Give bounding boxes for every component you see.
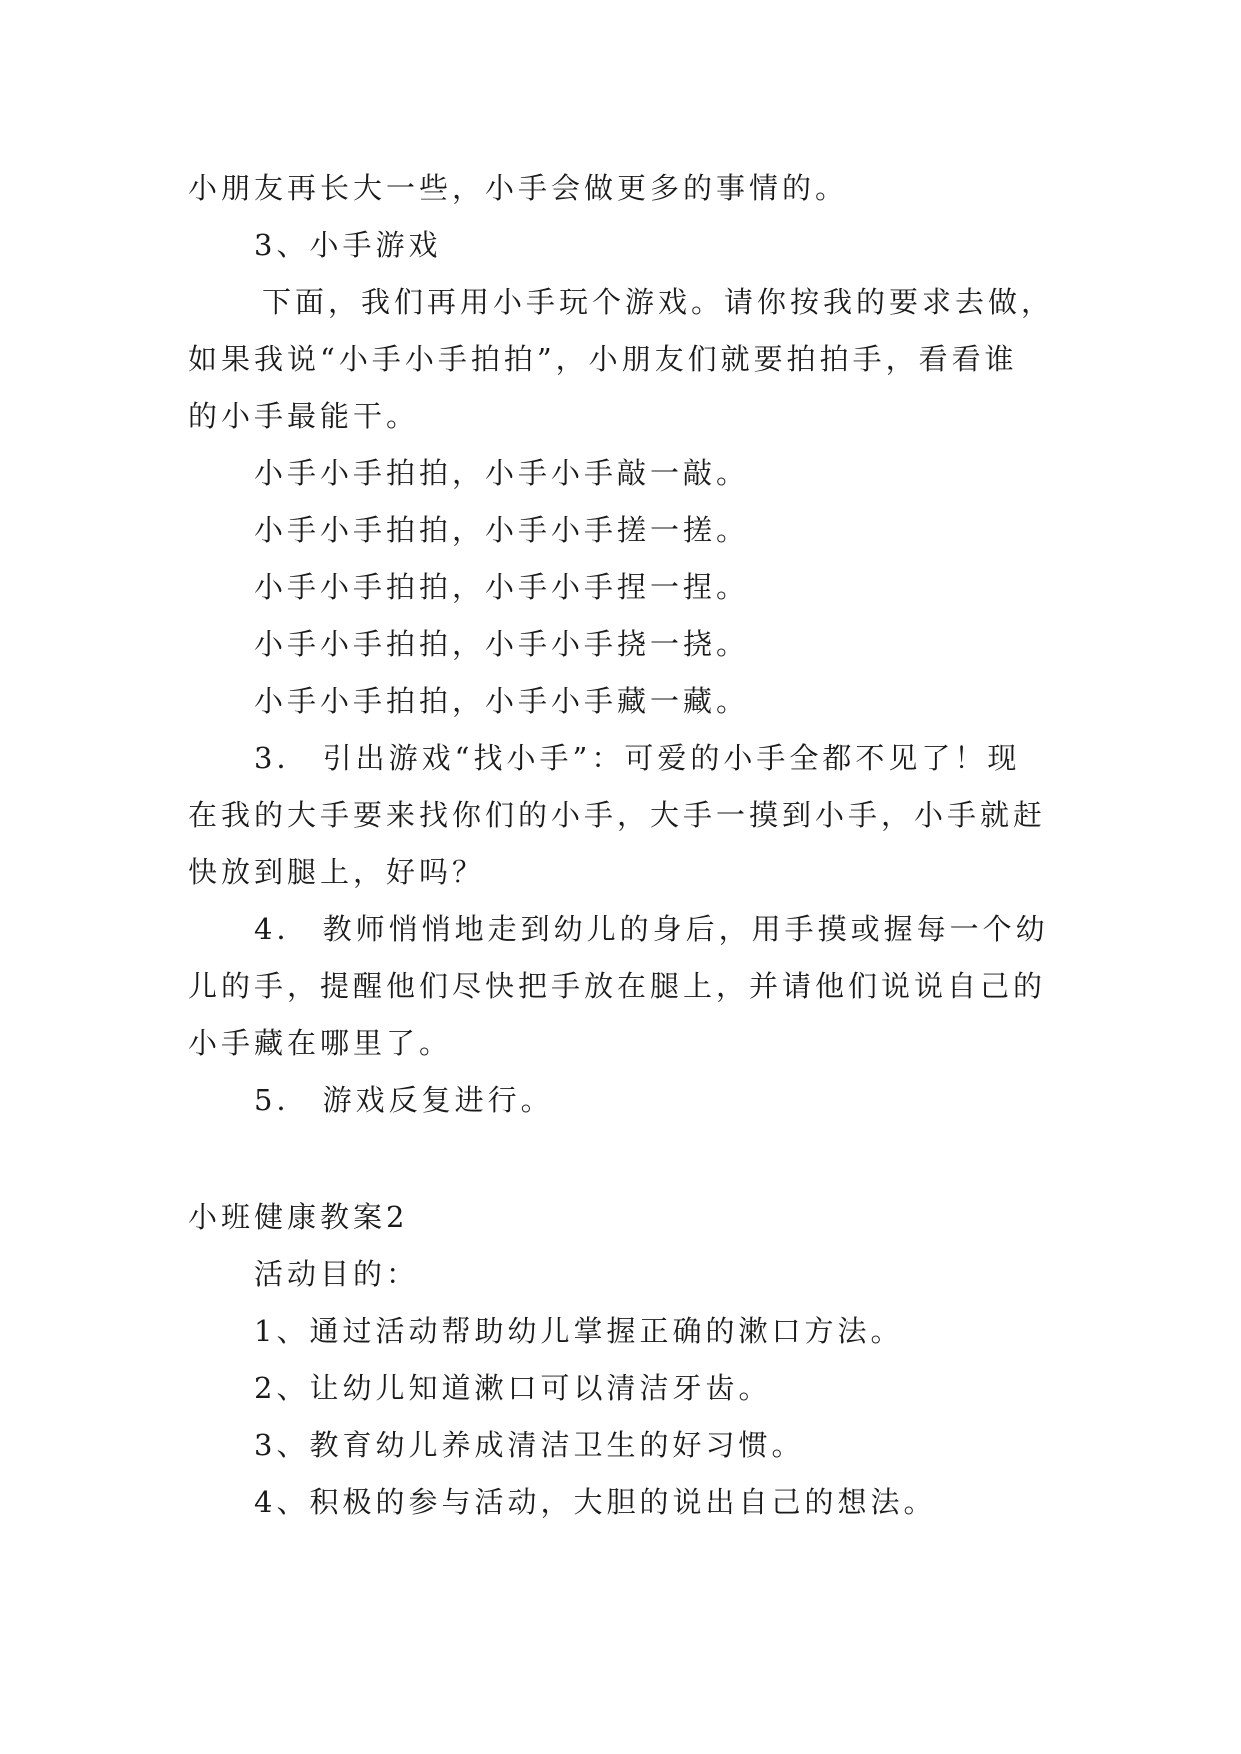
- chant-line: 小手小手拍拍，小手小手敲一敲。: [254, 456, 750, 490]
- chant-line: 小手小手拍拍，小手小手挠一挠。: [254, 627, 750, 661]
- paragraph-line: 如果我说“小手小手拍拍”，小朋友们就要拍拍手，看看谁: [188, 342, 1018, 376]
- list-item: 4、积极的参与活动，大胆的说出自己的想法。: [254, 1485, 937, 1519]
- paragraph-line: 儿的手，提醒他们尽快把手放在腿上，并请他们说说自己的: [188, 969, 1047, 1003]
- chant-line: 小手小手拍拍，小手小手搓一搓。: [254, 513, 750, 547]
- chant-line: 小手小手拍拍，小手小手藏一藏。: [254, 684, 750, 718]
- list-item: 2、让幼儿知道漱口可以清洁牙齿。: [254, 1371, 772, 1405]
- paragraph-line: 在我的大手要来找你们的小手，大手一摸到小手，小手就赶: [188, 798, 1047, 832]
- paragraph-line: 快放到腿上，好吗？: [188, 855, 486, 889]
- list-item: 3、教育幼儿养成清洁卫生的好习惯。: [254, 1428, 805, 1462]
- paragraph-line: 3． 引出游戏“找小手”：可爱的小手全都不见了！现: [254, 741, 1021, 775]
- list-item: 1、通过活动帮助幼儿掌握正确的漱口方法。: [254, 1314, 904, 1348]
- paragraph-line: 的小手最能干。: [188, 399, 420, 433]
- section-heading: 活动目的：: [254, 1257, 420, 1291]
- paragraph-line: 4． 教师悄悄地走到幼儿的身后，用手摸或握每一个幼: [254, 912, 1049, 946]
- chant-line: 小手小手拍拍，小手小手捏一捏。: [254, 570, 750, 604]
- paragraph-line: 5． 游戏反复进行。: [254, 1083, 554, 1117]
- paragraph-line: 小手藏在哪里了。: [188, 1026, 453, 1060]
- document-title: 小班健康教案2: [188, 1200, 409, 1234]
- section-heading: 3、小手游戏: [254, 228, 442, 262]
- paragraph-line: 下面，我们再用小手玩个游戏。请你按我的要求去做，: [262, 285, 1055, 319]
- paragraph-line: 小朋友再长大一些，小手会做更多的事情的。: [188, 171, 849, 205]
